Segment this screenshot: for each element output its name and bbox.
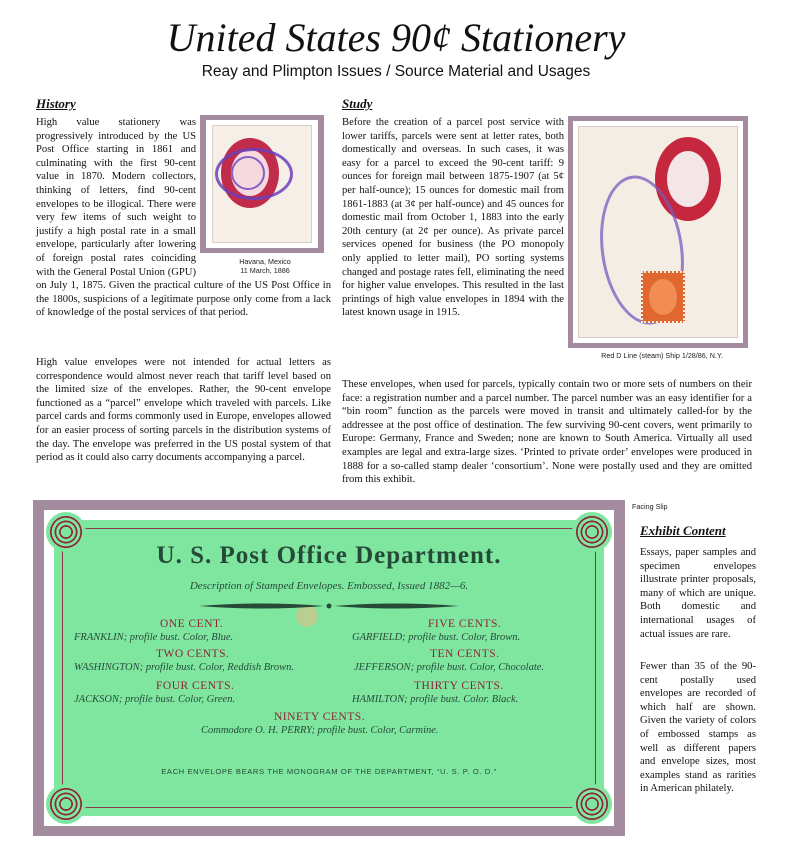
slip-title: U. S. Post Office Department. [156, 542, 502, 569]
page-title: United States 90¢ Stationery [166, 15, 626, 60]
entry-line-two-cents: WASHINGTON; profile bust. Color, Reddish Brown. [74, 662, 294, 673]
history-heading: History [36, 96, 76, 111]
history-caption-line-2: 11 March, 1886 [240, 266, 290, 275]
entry-head-one-cent: ONE CENT. [160, 618, 224, 630]
exhibit-heading: Exhibit Content [640, 523, 726, 538]
exhibit-paragraph-2: Fewer than 35 of the 90-cent postally used envelopes are recorded of which half are shown. Given the variety of colors of embossed stamps as well as different papers and envelope sizes, most examples stand as rarities in American philately. [640, 661, 756, 795]
study-paragraph-2: These envelopes, when used for parcels, typically contain two or more sets of numbers on their face: a registration number and a parcel number. The parcel number was an easy identifier for a “bin room” function as the parcels were moved in transit and ultimately called-for by the addressee at the post office of destination. The few surviving 90-cent covers, went primarily to Europe: Germany, France and Sweden; none are known to South America. Virtually all used examples are legal and extra-large sizes. ‘Printed to private order’ envelopes were produced in 1888 for a so-called stamp dealer ‘consortium’. None were postally used and they are omitted from this exhibit. [342, 379, 752, 486]
entry-line-one-cent: FRANKLIN; profile bust. Color, Blue. [74, 632, 234, 643]
entry-head-two-cents: TWO CENTS. [156, 648, 230, 660]
corner-rosette [46, 784, 86, 824]
entry-line-ninety-cents: Commodore O. H. PERRY; profile bust. Color, Carmine. [201, 725, 439, 736]
flourish-ornament [199, 601, 459, 611]
exhibit-paragraph-1: Essays, paper samples and specimen envelopes illustrate printer proposals, many of which are unique. Both domestic and international usages of actual issues are rare. [640, 547, 756, 640]
study-envelope-cut-image [578, 126, 738, 338]
entry-head-ten-cents: TEN CENTS. [430, 648, 500, 660]
history-paragraph-2: High value envelopes were not intended for actual letters as correspondence would almost never reach that tariff level based on the limited size of the envelopes. Rather, the 90-cent envelope functioned as a “parcel” envelope which traveled with parcels. Like parcel cards and forms commonly used in Europe, envelopes allowed for an easier process of sorting parcels in the distribution systems of the day. The envelope was preferred in the US postal system of that period as it could also carry documents accompanying a parcel. [36, 357, 331, 464]
slip-footer: EACH ENVELOPE BEARS THE MONOGRAM OF THE DEPARTMENT, “U. S. P. O. D.” [161, 767, 497, 776]
history-paragraph-1: High value stationery was progressively introduced by the US Post Office starting in 1861 and culminating with the first 90-cent value in 1870. Modern collectors, thinking of letters, find 90-cent envelopes to be illogical. There were very few items of such weight to justify a high postal rate in a small envelope, particularly after lowering of foreign postal rates coinciding with the General Postal Union (GPU) on July 1, 1875. Given the practical culture of the US Post Office in the 1800s, suspicions of a legitimate purpose only come from a lack of knowledge of the postal services of that period. [36, 117, 331, 319]
study-caption: Red D Line (steam) Ship 1/28/86, N.Y. [601, 351, 723, 360]
embossed-stamp-center [667, 151, 709, 207]
adhesive-stamp-portrait [649, 279, 677, 315]
entry-head-four-cents: FOUR CENTS. [156, 680, 235, 692]
study-paragraph-1: Before the creation of a parcel post service with lower tariffs, parcels were sent at letter rates, both domestically and overseas. In such cases, it was easy for a parcel to exceed the 90-cent tariff: 9 ounces for foreign mail between 1875-1907 (at 5¢ per half-ounce); 15 ounces for domestic mail from 1861-1883 (at 3¢ per half-ounce) and 45 ounces for domestic mail from October 1, 1883 into the early 20th century (at 2¢ per ounce). As private parcel services opened for business (the PO monopoly only applied to letter mail), PO sorting systems changed and postage rates fell, eliminating the need for higher value envelopes. This resulted in the last printings of high value envelopes in 1894 with the latest known usage in 1915. [342, 117, 564, 319]
page-subtitle: Reay and Plimpton Issues / Source Material and Usages [201, 63, 591, 80]
history-envelope-cut-image [212, 125, 312, 243]
entry-head-thirty-cents: THIRTY CENTS. [414, 680, 504, 692]
postmark-circle [231, 156, 265, 190]
facing-slip-image [54, 520, 604, 816]
entry-line-thirty-cents: HAMILTON; profile bust. Color. Black. [352, 694, 519, 705]
slip-description: Description of Stamped Envelopes. Embossed, Issued 1882—6. [189, 580, 469, 592]
entry-head-five-cents: FIVE CENTS. [428, 618, 502, 630]
study-heading: Study [342, 96, 373, 111]
entry-line-four-cents: JACKSON; profile bust. Color, Green. [74, 694, 236, 705]
corner-rosette [572, 784, 612, 824]
entry-line-five-cents: GARFIELD; profile bust. Color, Brown. [352, 632, 521, 643]
history-caption [215, 257, 315, 275]
facing-slip-label: Facing Slip [632, 502, 668, 511]
history-caption-line-1: Havana, Mexico [239, 257, 291, 266]
entry-head-ninety-cents: NINETY CENTS. [274, 711, 366, 723]
entry-line-ten-cents: JEFFERSON; profile bust. Color, Chocolate. [354, 662, 545, 673]
